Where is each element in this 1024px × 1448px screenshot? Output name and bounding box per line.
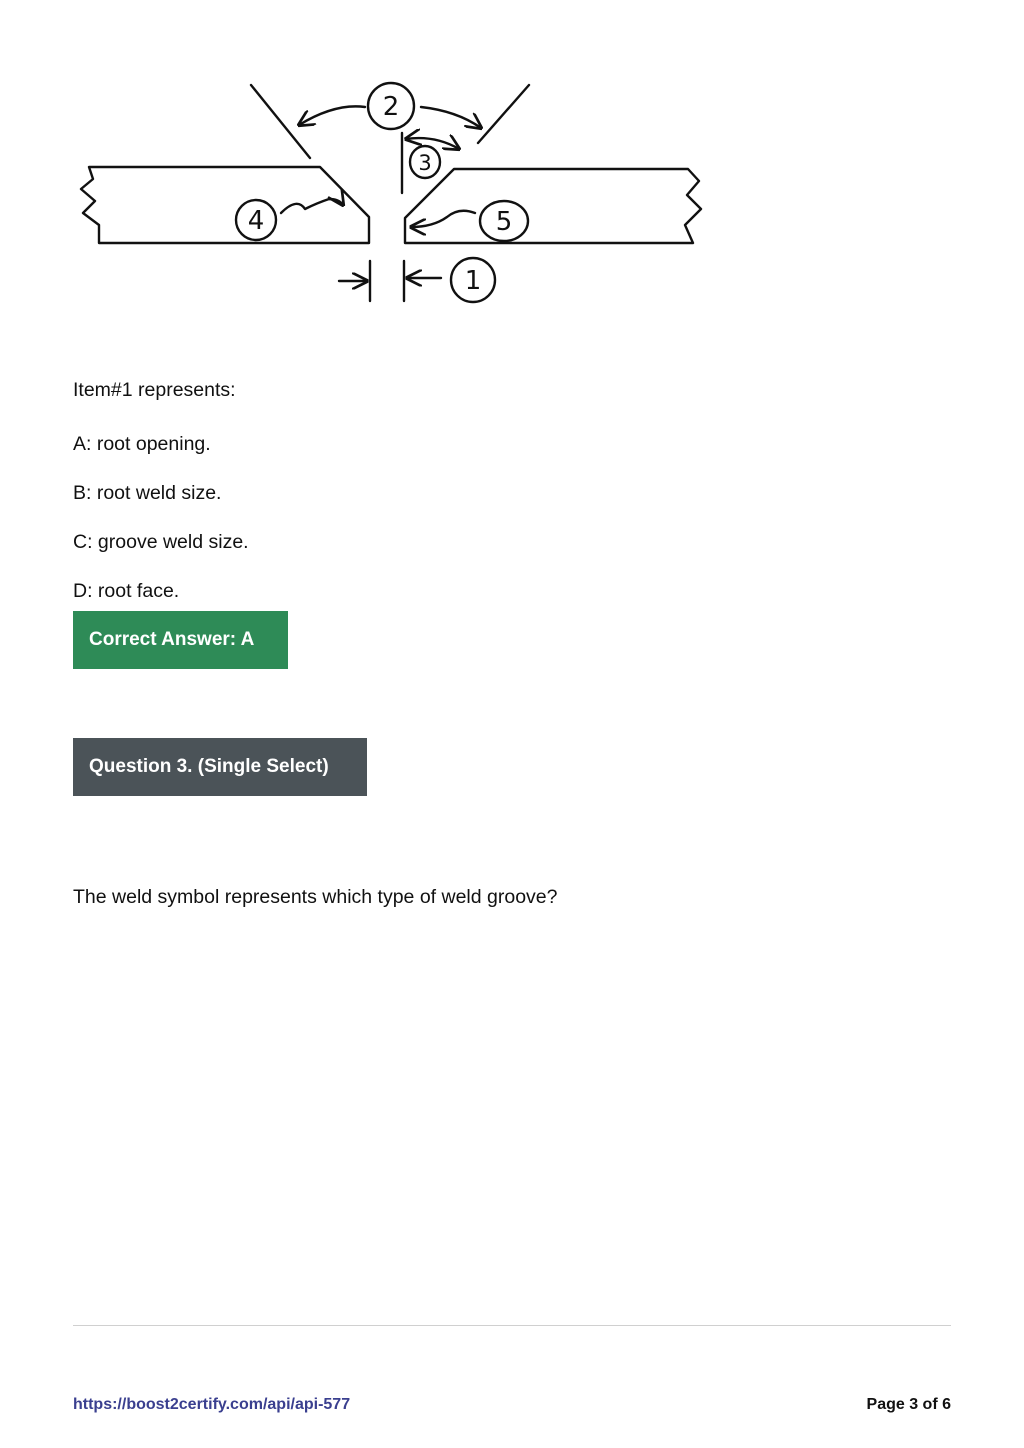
balloon-label-3: 3 xyxy=(418,151,432,175)
option-c[interactable]: C: groove weld size. xyxy=(73,531,249,553)
correct-answer-badge: Correct Answer: A xyxy=(73,611,288,669)
left-plate xyxy=(81,167,369,243)
bevel-line-left xyxy=(251,85,310,158)
page-number: Page 3 of 6 xyxy=(866,1396,951,1413)
option-d[interactable]: D: root face. xyxy=(73,580,180,602)
balloon-label-1: 1 xyxy=(464,266,482,296)
groove-angle-arc xyxy=(299,106,365,125)
balloon-label-2: 2 xyxy=(382,92,400,122)
groove-angle-arc-right xyxy=(421,107,481,128)
right-plate xyxy=(405,169,701,243)
leader-4 xyxy=(281,199,343,213)
leader-5 xyxy=(411,211,475,227)
option-a[interactable]: A: root opening. xyxy=(73,433,211,455)
bevel-line-right xyxy=(478,85,529,143)
weld-joint-diagram xyxy=(73,73,706,309)
balloon-label-5: 5 xyxy=(495,207,513,237)
question-3-text: The weld symbol represents which type of weld groove? xyxy=(73,886,558,908)
footer-divider xyxy=(73,1325,951,1326)
footer-url-link[interactable]: https://boost2certify.com/api/api-577 xyxy=(73,1396,351,1413)
balloon-label-4: 4 xyxy=(247,206,265,236)
question-header: Question 3. (Single Select) xyxy=(73,738,367,796)
question-prompt: Item#1 represents: xyxy=(73,379,236,401)
option-b[interactable]: B: root weld size. xyxy=(73,482,222,504)
